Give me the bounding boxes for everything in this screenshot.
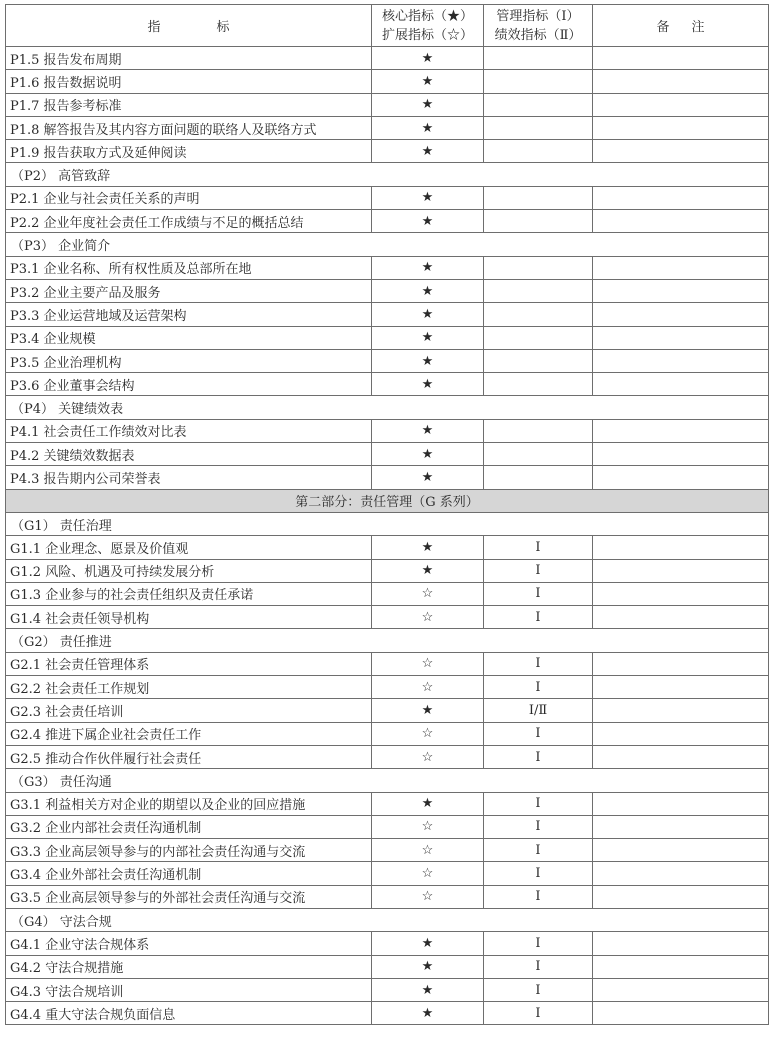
table-row (6, 349, 769, 372)
indicator-name: P1.9 报告获取方式及延伸阅读 (6, 140, 372, 163)
core-extended-mark: ☆ (372, 745, 484, 768)
mgmt-perf-mark (484, 256, 593, 279)
table-row (6, 1002, 769, 1025)
mgmt-perf-mark (484, 93, 593, 116)
mgmt-perf-mark: Ⅰ (484, 722, 593, 745)
mgmt-perf-mark (484, 373, 593, 396)
table-row (6, 862, 769, 885)
notes-cell (593, 373, 769, 396)
notes-cell (593, 536, 769, 559)
table-row (6, 186, 769, 209)
mgmt-perf-mark (484, 210, 593, 233)
group-title: （P2） 高管致辞 (6, 163, 769, 186)
core-extended-mark: ★ (372, 70, 484, 93)
indicator-name: G2.5 推动合作伙伴履行社会责任 (6, 745, 372, 768)
indicator-name: P1.5 报告发布周期 (6, 47, 372, 70)
indicator-table (5, 4, 769, 1025)
core-extended-mark: ★ (372, 140, 484, 163)
core-extended-mark: ★ (372, 699, 484, 722)
header-notes-char-1: 备 (656, 20, 670, 35)
core-extended-mark: ★ (372, 792, 484, 815)
table-row (6, 955, 769, 978)
indicator-name: P3.4 企业规模 (6, 326, 372, 349)
table-row (6, 722, 769, 745)
indicator-name: G2.2 社会责任工作规划 (6, 676, 372, 699)
header-notes-char-2: 注 (691, 20, 705, 35)
core-extended-mark: ★ (372, 559, 484, 582)
core-extended-mark: ★ (372, 279, 484, 302)
core-extended-mark: ★ (372, 349, 484, 372)
mgmt-perf-mark: Ⅰ (484, 536, 593, 559)
indicator-name: G1.4 社会责任领导机构 (6, 606, 372, 629)
core-extended-mark: ★ (372, 466, 484, 489)
notes-cell (593, 862, 769, 885)
core-extended-mark: ★ (372, 303, 484, 326)
table-row (6, 373, 769, 396)
core-extended-mark: ☆ (372, 862, 484, 885)
core-extended-mark: ★ (372, 326, 484, 349)
table-row (6, 210, 769, 233)
mgmt-perf-mark: Ⅰ (484, 932, 593, 955)
group-title: （P3） 企业简介 (6, 233, 769, 256)
indicator-name: G2.4 推进下属企业社会责任工作 (6, 722, 372, 745)
notes-cell (593, 932, 769, 955)
group-header-row (6, 769, 769, 792)
core-extended-mark: ☆ (372, 722, 484, 745)
table-row (6, 279, 769, 302)
group-header-row (6, 512, 769, 535)
table-row (6, 140, 769, 163)
core-extended-mark: ★ (372, 978, 484, 1001)
notes-cell (593, 93, 769, 116)
table-row (6, 116, 769, 139)
table-row (6, 47, 769, 70)
core-extended-mark: ☆ (372, 885, 484, 908)
table-row (6, 839, 769, 862)
indicator-name: P1.8 解答报告及其内容方面问题的联络人及联络方式 (6, 116, 372, 139)
mgmt-perf-mark (484, 349, 593, 372)
header-indicator-char-2: 标 (216, 20, 230, 35)
group-title: （G4） 守法合规 (6, 908, 769, 931)
notes-cell (593, 652, 769, 675)
table-row (6, 745, 769, 768)
table-row (6, 815, 769, 838)
mgmt-perf-mark: Ⅰ (484, 1002, 593, 1025)
core-extended-mark: ★ (372, 186, 484, 209)
group-title: （G2） 责任推进 (6, 629, 769, 652)
table-row (6, 303, 769, 326)
core-extended-mark: ☆ (372, 676, 484, 699)
table-row (6, 978, 769, 1001)
header-core-extended (372, 5, 484, 47)
mgmt-perf-mark (484, 186, 593, 209)
indicator-name: P4.2 关键绩效数据表 (6, 443, 372, 466)
indicator-name: G3.5 企业高层领导参与的外部社会责任沟通与交流 (6, 885, 372, 908)
table-row (6, 606, 769, 629)
notes-cell (593, 1002, 769, 1025)
group-header-row (6, 908, 769, 931)
core-extended-mark: ★ (372, 47, 484, 70)
header-mgmt-perf (484, 5, 593, 47)
mgmt-perf-mark (484, 279, 593, 302)
table-row (6, 652, 769, 675)
mgmt-perf-mark: Ⅰ (484, 815, 593, 838)
header-core-label: 核心指标（★） (381, 8, 473, 24)
mgmt-perf-mark: Ⅰ (484, 676, 593, 699)
group-title: （G1） 责任治理 (6, 512, 769, 535)
notes-cell (593, 303, 769, 326)
mgmt-perf-mark: Ⅰ (484, 559, 593, 582)
indicator-name: P3.3 企业运营地域及运营架构 (6, 303, 372, 326)
indicator-name: G1.2 风险、机遇及可持续发展分析 (6, 559, 372, 582)
indicator-name: G3.4 企业外部社会责任沟通机制 (6, 862, 372, 885)
notes-cell (593, 47, 769, 70)
notes-cell (593, 326, 769, 349)
notes-cell (593, 210, 769, 233)
table-row (6, 326, 769, 349)
header-mgmt-label: 管理指标（Ⅰ） (496, 8, 580, 24)
mgmt-perf-mark: Ⅰ (484, 955, 593, 978)
core-extended-mark: ☆ (372, 652, 484, 675)
mgmt-perf-mark (484, 443, 593, 466)
group-header-row (6, 629, 769, 652)
mgmt-perf-mark: Ⅰ/Ⅱ (484, 699, 593, 722)
mgmt-perf-mark: Ⅰ (484, 745, 593, 768)
section-header-row (6, 489, 769, 512)
core-extended-mark: ★ (372, 116, 484, 139)
group-header-row (6, 163, 769, 186)
table-row (6, 885, 769, 908)
notes-cell (593, 978, 769, 1001)
core-extended-mark: ★ (372, 210, 484, 233)
group-title: （P4） 关键绩效表 (6, 396, 769, 419)
core-extended-mark: ★ (372, 93, 484, 116)
mgmt-perf-mark: Ⅰ (484, 606, 593, 629)
mgmt-perf-mark (484, 47, 593, 70)
indicator-name: G2.1 社会责任管理体系 (6, 652, 372, 675)
indicator-name: P1.7 报告参考标准 (6, 93, 372, 116)
indicator-name: G3.2 企业内部社会责任沟通机制 (6, 815, 372, 838)
notes-cell (593, 419, 769, 442)
core-extended-mark: ★ (372, 256, 484, 279)
indicator-name: G3.1 利益相关方对企业的期望以及企业的回应措施 (6, 792, 372, 815)
header-indicator (6, 5, 372, 47)
notes-cell (593, 676, 769, 699)
group-header-row (6, 233, 769, 256)
core-extended-mark: ★ (372, 373, 484, 396)
core-extended-mark: ★ (372, 419, 484, 442)
mgmt-perf-mark (484, 303, 593, 326)
header-perf-label: 绩效指标（Ⅱ） (494, 27, 582, 43)
table-row (6, 70, 769, 93)
indicator-name: P3.1 企业名称、所有权性质及总部所在地 (6, 256, 372, 279)
mgmt-perf-mark (484, 419, 593, 442)
indicator-name: G4.4 重大守法合规负面信息 (6, 1002, 372, 1025)
indicator-name: P3.5 企业治理机构 (6, 349, 372, 372)
notes-cell (593, 885, 769, 908)
mgmt-perf-mark (484, 116, 593, 139)
core-extended-mark: ☆ (372, 606, 484, 629)
notes-cell (593, 349, 769, 372)
notes-cell (593, 70, 769, 93)
notes-cell (593, 606, 769, 629)
notes-cell (593, 140, 769, 163)
table-row (6, 676, 769, 699)
notes-cell (593, 722, 769, 745)
notes-cell (593, 256, 769, 279)
table-header-row (6, 5, 769, 47)
mgmt-perf-mark: Ⅰ (484, 652, 593, 675)
header-notes (593, 5, 769, 47)
mgmt-perf-mark: Ⅰ (484, 862, 593, 885)
notes-cell (593, 699, 769, 722)
indicator-name: G1.1 企业理念、愿景及价值观 (6, 536, 372, 559)
core-extended-mark: ★ (372, 932, 484, 955)
header-indicator-char-1: 指 (147, 20, 161, 35)
core-extended-mark: ☆ (372, 815, 484, 838)
indicator-name: P4.1 社会责任工作绩效对比表 (6, 419, 372, 442)
header-extended-label: 扩展指标（☆） (381, 27, 473, 43)
notes-cell (593, 466, 769, 489)
table-row (6, 559, 769, 582)
group-header-row (6, 396, 769, 419)
indicator-name: P3.2 企业主要产品及服务 (6, 279, 372, 302)
section-title: 第二部分：责任管理（G 系列） (6, 489, 769, 512)
table-row (6, 466, 769, 489)
table-row (6, 419, 769, 442)
mgmt-perf-mark: Ⅰ (484, 839, 593, 862)
table-row (6, 93, 769, 116)
table-row (6, 932, 769, 955)
indicator-name: G2.3 社会责任培训 (6, 699, 372, 722)
notes-cell (593, 582, 769, 605)
indicator-name: G4.1 企业守法合规体系 (6, 932, 372, 955)
table-row (6, 699, 769, 722)
mgmt-perf-mark: Ⅰ (484, 978, 593, 1001)
core-extended-mark: ★ (372, 443, 484, 466)
indicator-name: P4.3 报告期内公司荣誉表 (6, 466, 372, 489)
core-extended-mark: ★ (372, 955, 484, 978)
group-title: （G3） 责任沟通 (6, 769, 769, 792)
notes-cell (593, 839, 769, 862)
notes-cell (593, 955, 769, 978)
mgmt-perf-mark: Ⅰ (484, 582, 593, 605)
notes-cell (593, 815, 769, 838)
indicator-name: G4.3 守法合规培训 (6, 978, 372, 1001)
table-row (6, 792, 769, 815)
notes-cell (593, 443, 769, 466)
mgmt-perf-mark (484, 466, 593, 489)
table-row (6, 443, 769, 466)
core-extended-mark: ★ (372, 1002, 484, 1025)
mgmt-perf-mark (484, 140, 593, 163)
indicator-name: P1.6 报告数据说明 (6, 70, 372, 93)
indicator-name: G4.2 守法合规措施 (6, 955, 372, 978)
notes-cell (593, 792, 769, 815)
mgmt-perf-mark: Ⅰ (484, 792, 593, 815)
core-extended-mark: ☆ (372, 582, 484, 605)
mgmt-perf-mark (484, 326, 593, 349)
indicator-name: P2.2 企业年度社会责任工作成绩与不足的概括总结 (6, 210, 372, 233)
mgmt-perf-mark: Ⅰ (484, 885, 593, 908)
indicator-name: G3.3 企业高层领导参与的内部社会责任沟通与交流 (6, 839, 372, 862)
core-extended-mark: ★ (372, 536, 484, 559)
notes-cell (593, 116, 769, 139)
table-row (6, 256, 769, 279)
table-row (6, 536, 769, 559)
notes-cell (593, 186, 769, 209)
mgmt-perf-mark (484, 70, 593, 93)
notes-cell (593, 559, 769, 582)
notes-cell (593, 745, 769, 768)
indicator-name: G1.3 企业参与的社会责任组织及责任承诺 (6, 582, 372, 605)
indicator-name: P3.6 企业董事会结构 (6, 373, 372, 396)
notes-cell (593, 279, 769, 302)
core-extended-mark: ☆ (372, 839, 484, 862)
table-row (6, 582, 769, 605)
indicator-name: P2.1 企业与社会责任关系的声明 (6, 186, 372, 209)
